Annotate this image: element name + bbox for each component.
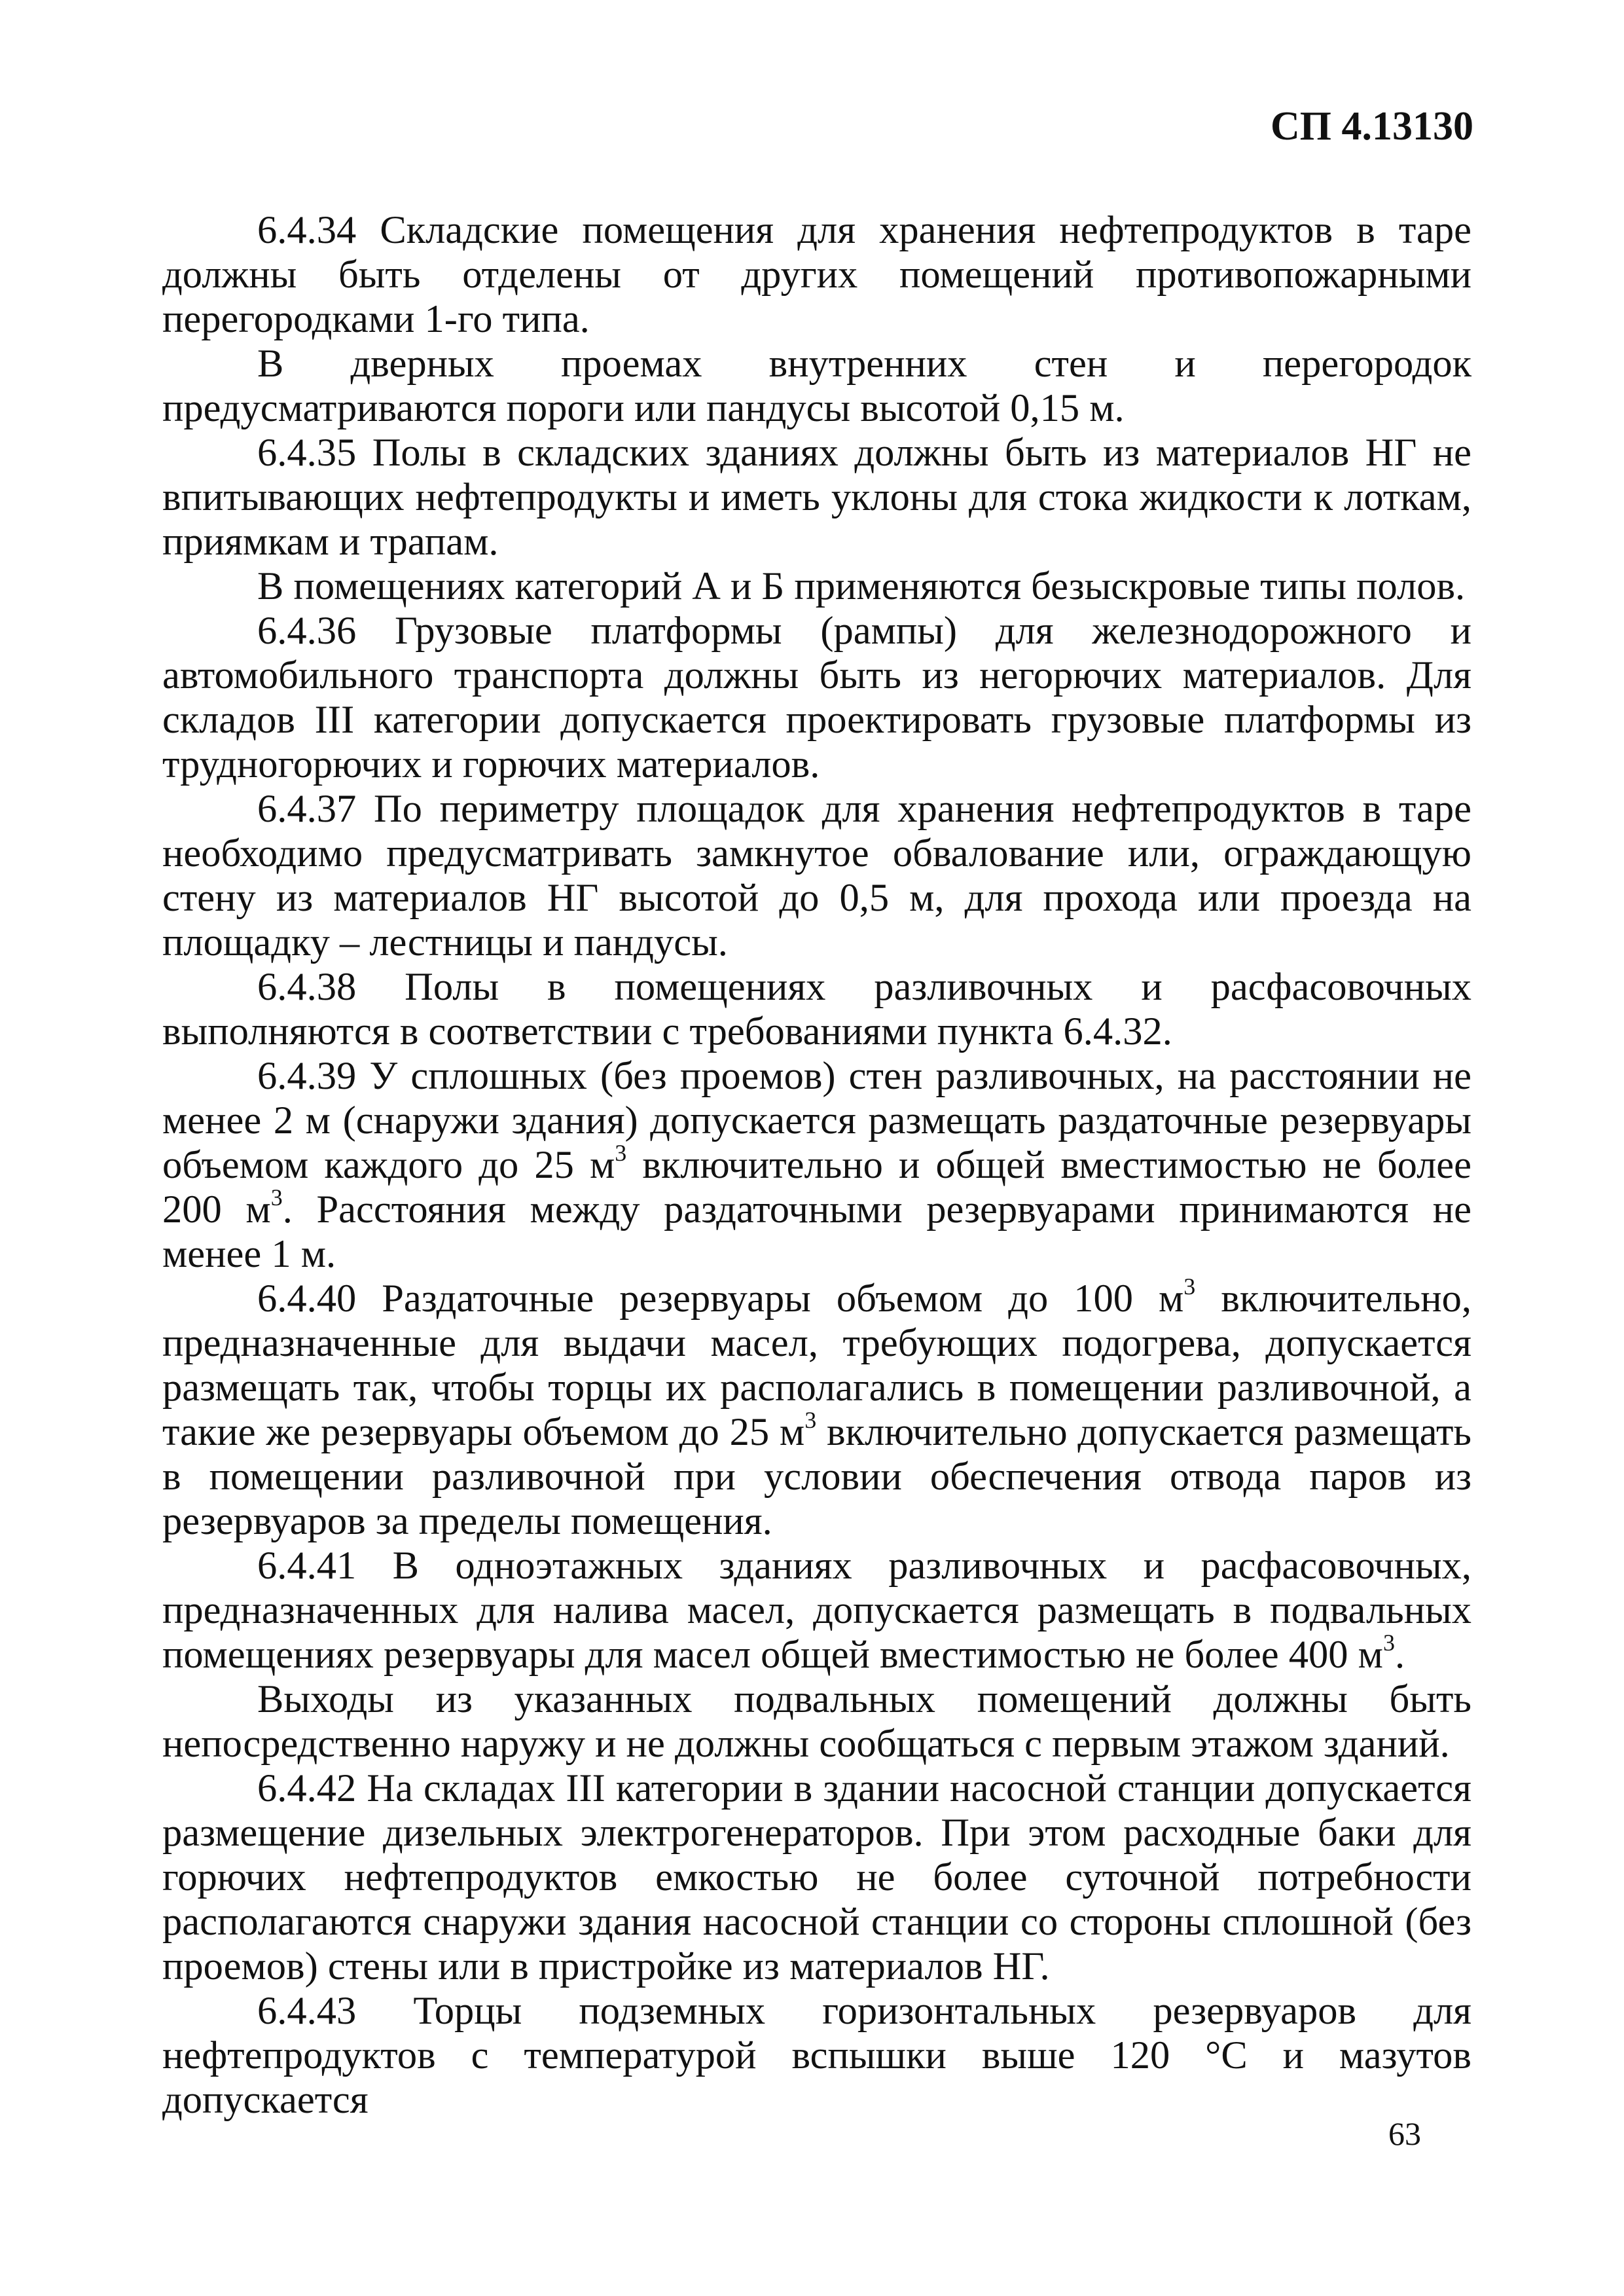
superscript-cubic: 3 <box>1382 1630 1395 1656</box>
paragraph-6-4-34: 6.4.34 Складские помещения для хранения нефтепродуктов в таре должны быть отделены от других помещений противопожарными перегородками 1-го типа. <box>162 208 1471 341</box>
paragraph-6-4-35: 6.4.35 Полы в складских зданиях должны быть из материалов НГ не впитывающих нефтепродукты и иметь уклоны для стока жидкости к лоткам, приямкам и трапам. <box>162 431 1471 564</box>
paragraph-spark-free-floors: В помещениях категорий А и Б применяются безыскровые типы полов. <box>257 564 1466 608</box>
paragraph-6-4-39-part-3: . Расстояния между раздаточными резервуарами принимаются не менее 1 м. <box>162 1188 1471 1276</box>
superscript-cubic: 3 <box>1183 1273 1196 1300</box>
paragraph-basement-exits: Выходы из указанных подвальных помещений должны быть непосредственно наружу и не должны сообщаться с первым этажом зданий. <box>162 1677 1471 1766</box>
paragraph-6-4-39-part-1: 6.4.39 У сплошных (без проемов) стен разливочных, на расстоянии не менее 2 м (снаружи здания) допускается размещать раздаточные резервуары объемом каждого до 25 м <box>162 1054 1471 1187</box>
paragraph-6-4-40-part-3: включительно допускается размещать в помещении разливочной при условии обеспечения отвода паров из резервуаров за пределы помещения. <box>162 1410 1471 1543</box>
paragraph-6-4-40-part-1: 6.4.40 Раздаточные резервуары объемом до 100 м <box>257 1277 1184 1321</box>
paragraph-6-4-39 <box>162 1054 1471 1277</box>
paragraph-6-4-42: 6.4.42 На складах III категории в здании насосной станции допускается размещение дизельных электрогенераторов. При этом расходные баки для горючих нефтепродуктов емкостью не более суточной потребности располагаются снаружи здания насосной станции со стороны сплошной (без проемов) стены или в пристройке из материалов НГ. <box>162 1766 1471 1988</box>
superscript-cubic: 3 <box>804 1407 817 1433</box>
paragraph-door-thresholds: В дверных проемах внутренних стен и перегородок предусматриваются пороги или пандусы высотой 0,15 м. <box>162 342 1471 430</box>
paragraph-6-4-41-part-2: . <box>1394 1633 1405 1677</box>
paragraph-6-4-36: 6.4.36 Грузовые платформы (рампы) для железнодорожного и автомобильного транспорта должны быть из негорючих материалов. Для складов III категории допускается проектировать грузовые платформы из трудногорючих и горючих материалов. <box>162 609 1471 786</box>
page-number: 63 <box>1388 2115 1421 2152</box>
paragraph-6-4-39-part-2: включительно и общей вместимостью не более 200 м <box>162 1143 1471 1231</box>
document-body <box>162 208 1471 2123</box>
paragraph-6-4-40-part-2: включительно, предназначенные для выдачи масел, требующих подогрева, допускается размещать так, чтобы торцы их располагались в помещении разливочной, а такие же резервуары объемом до 25 м <box>162 1277 1471 1454</box>
document-code-header: СП 4.13130 <box>1271 104 1473 149</box>
paragraph-6-4-41 <box>162 1544 1471 1677</box>
superscript-cubic: 3 <box>615 1140 627 1166</box>
paragraph-6-4-38: 6.4.38 Полы в помещениях разливочных и расфасовочных выполняются в соответствии с требованиями пункта 6.4.32. <box>162 965 1471 1053</box>
paragraph-6-4-41-part-1: 6.4.41 В одноэтажных зданиях разливочных и расфасовочных, предназначенных для налива масел, допускается размещать в подвальных помещениях резервуары для масел общей вместимостью не более 400 м <box>162 1544 1471 1677</box>
paragraph-6-4-37: 6.4.37 По периметру площадок для хранения нефтепродуктов в таре необходимо предусматривать замкнутое обвалование или, ограждающую стену из материалов НГ высотой до 0,5 м, для прохода или проезда на площадку – лестницы и пандусы. <box>162 787 1471 964</box>
superscript-cubic: 3 <box>270 1184 283 1211</box>
paragraph-6-4-40 <box>162 1273 1471 1544</box>
paragraph-6-4-43: 6.4.43 Торцы подземных горизонтальных резервуаров для нефтепродуктов с температурой вспышки выше 120 °С и мазутов допускается <box>162 1989 1471 2122</box>
